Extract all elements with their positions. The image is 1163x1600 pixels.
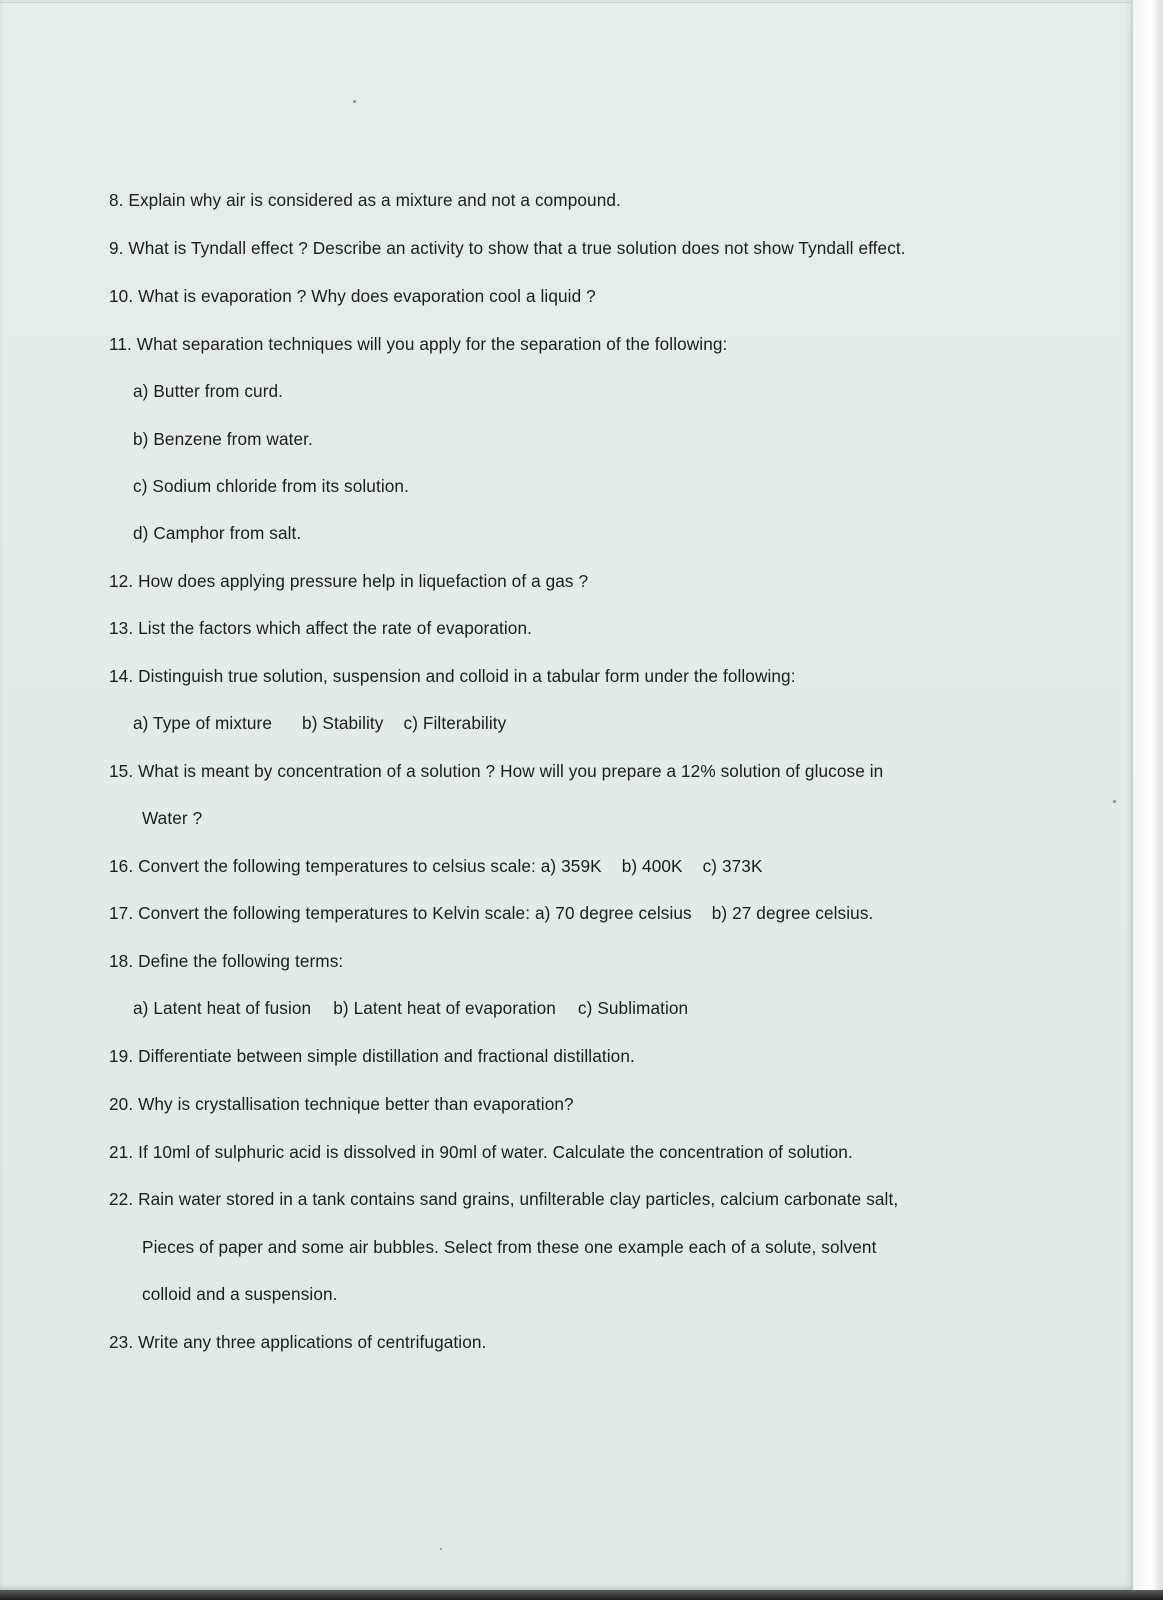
question-22: 22. Rain water stored in a tank contains sand grains, unfilterable clay particles, calcium carbonate salt,	[109, 1189, 899, 1209]
question-14-part-a: a) Type of mixture	[133, 713, 273, 733]
question-9: 9. What is Tyndall effect ? Describe an activity to show that a true solution does not show Tyndall effect.	[109, 238, 906, 258]
question-11-part-a: a) Butter from curd.	[133, 381, 284, 401]
question-18-part-b: b) Latent heat of evaporation	[333, 998, 556, 1018]
question-18: 18. Define the following terms:	[109, 951, 344, 971]
scan-speck	[440, 1548, 442, 1550]
top-edge-line	[0, 2, 1133, 3]
question-14-parts	[133, 712, 506, 734]
question-17	[109, 902, 873, 924]
question-20: 20. Why is crystallisation technique better than evaporation?	[109, 1094, 574, 1114]
question-18-part-c: c) Sublimation	[577, 998, 689, 1018]
question-23: 23. Write any three applications of centrifugation.	[109, 1332, 487, 1352]
scanner-right-edge	[1133, 0, 1163, 1600]
question-14-part-c: c) Filterability	[403, 713, 507, 733]
question-11-part-b: b) Benzene from water.	[133, 429, 313, 449]
question-14: 14. Distinguish true solution, suspension and colloid in a tabular form under the following:	[109, 666, 796, 686]
question-15-continuation: Water ?	[142, 808, 203, 828]
question-10: 10. What is evaporation ? Why does evaporation cool a liquid ?	[109, 286, 596, 306]
question-8: 8. Explain why air is considered as a mixture and not a compound.	[109, 190, 621, 210]
question-21: 21. If 10ml of sulphuric acid is dissolved in 90ml of water. Calculate the concentration of solution.	[109, 1142, 853, 1162]
question-16	[109, 855, 763, 877]
question-12: 12. How does applying pressure help in liquefaction of a gas ?	[109, 571, 589, 591]
question-16-text: 16. Convert the following temperatures to celsius scale: a) 359K	[109, 856, 602, 876]
question-16-part-c: c) 373K	[702, 856, 763, 876]
question-13: 13. List the factors which affect the rate of evaporation.	[109, 618, 532, 638]
question-18-part-a: a) Latent heat of fusion	[133, 998, 312, 1018]
scan-speck	[353, 100, 356, 103]
question-22-continuation-1: Pieces of paper and some air bubbles. Select from these one example each of a solute, solvent	[142, 1237, 877, 1257]
scanner-bottom-edge	[0, 1590, 1163, 1600]
question-15: 15. What is meant by concentration of a solution ? How will you prepare a 12% solution of glucose in	[109, 761, 884, 781]
question-11-part-c: c) Sodium chloride from its solution.	[133, 476, 409, 496]
question-18-parts	[133, 997, 688, 1019]
question-17-text: 17. Convert the following temperatures to Kelvin scale: a) 70 degree celsius	[109, 903, 692, 923]
question-11: 11. What separation techniques will you apply for the separation of the following:	[109, 334, 728, 354]
question-19: 19. Differentiate between simple distillation and fractional distillation.	[109, 1046, 635, 1066]
scan-speck	[1113, 800, 1116, 803]
question-17-part-b: b) 27 degree celsius.	[711, 903, 874, 923]
question-16-part-b: b) 400K	[621, 856, 683, 876]
question-22-continuation-2: colloid and a suspension.	[142, 1284, 338, 1304]
question-11-part-d: d) Camphor from salt.	[133, 523, 302, 543]
question-14-part-b: b) Stability	[302, 713, 384, 733]
